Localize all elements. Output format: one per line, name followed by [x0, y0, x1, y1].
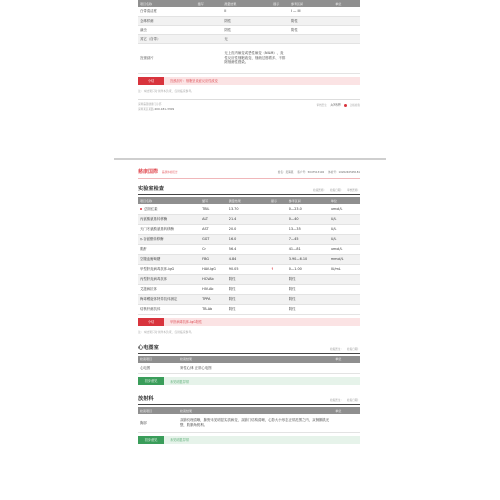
summary-text: 未见明显异常 — [170, 379, 190, 384]
row-unit — [329, 304, 360, 314]
lab-table-body — [138, 204, 360, 314]
disclaimer-note: 注：本结果只对该样本负责，仅供临床参考。 — [138, 88, 194, 93]
section-heading: 心电图室 — [138, 344, 159, 351]
col-header-unit: 单位 — [329, 197, 360, 204]
row-name: 心电图 — [138, 363, 178, 374]
row-unit: U/L — [329, 234, 360, 244]
row-range: 0—40 — [287, 214, 329, 224]
row-abbr — [196, 7, 223, 16]
row-flag — [269, 294, 287, 304]
row-name: 甲型肝炎病毒抗体-IgG — [138, 264, 200, 274]
row-range: 阴性 — [289, 25, 333, 34]
patient-name: 姓名：吴海燕 — [277, 170, 294, 174]
col-header-flag: 提示 — [271, 0, 289, 7]
summary-tag: 初步意见 — [138, 377, 164, 385]
row-value: 双肺纹理清晰，肺野未见明显实质病变，双肺门结构清晰，心影大小形态正常范围之内，双侧膈肌光整，肋膈角锐利。 — [178, 414, 333, 432]
row-abbr: Cr — [200, 244, 227, 254]
row-name: 梅毒螺旋体特异抗体测定 — [138, 294, 200, 304]
row-value: 20.0 — [227, 224, 269, 234]
row-abbr — [196, 25, 223, 34]
table-header-row — [138, 0, 360, 7]
col-header-flag: 提示 — [269, 197, 287, 204]
rad-summary-bar — [138, 436, 360, 444]
meta-date: 检查日期： — [347, 347, 360, 351]
row-flag — [269, 304, 287, 314]
table-row — [138, 304, 360, 314]
meta-doctor: 检查医生： — [330, 399, 344, 402]
row-value: 阴性 — [227, 294, 269, 304]
table-row — [138, 254, 360, 264]
row-flag — [271, 16, 289, 25]
row-range: 0—23.0 — [287, 204, 329, 214]
row-abbr: FBG — [200, 254, 227, 264]
col-header-result: 检查结果 — [178, 356, 333, 363]
rad-table — [138, 407, 360, 433]
table-row — [138, 204, 360, 214]
row-value: 56.4 — [227, 244, 269, 254]
lab-table — [138, 197, 360, 315]
exam-id: 体检号：1020240505181 — [328, 170, 360, 174]
row-unit — [333, 25, 360, 34]
table-row — [138, 25, 360, 34]
row-unit — [329, 284, 360, 294]
row-name — [138, 204, 200, 214]
row-unit: U/L — [329, 224, 360, 234]
row-value: 16.0 — [227, 234, 269, 244]
row-value: 13.70 — [227, 204, 269, 214]
row-value: 90.05 — [227, 264, 269, 274]
row-flag — [269, 274, 287, 284]
table-header-row — [138, 407, 360, 414]
row-unit — [333, 34, 360, 43]
row-unit: IU/mL — [329, 264, 360, 274]
row-abbr: ALT — [200, 214, 227, 224]
summary-text: 未见明显异常 — [170, 438, 190, 442]
report-subtitle: 慈康体检报告 — [162, 170, 178, 174]
row-range: 阴性 — [287, 284, 329, 294]
stamp-icon — [344, 104, 347, 107]
col-header-unit: 单位 — [333, 407, 360, 414]
report-page-1 — [138, 0, 360, 112]
col-header-name: 项目名称 — [138, 197, 200, 204]
summary-tag: 小结 — [138, 318, 164, 326]
row-unit — [329, 274, 360, 284]
footer-phone: 400-181-3309 — [154, 106, 175, 111]
gyn-table — [138, 0, 360, 74]
summary-tag: 小结 — [138, 77, 164, 85]
table-row — [138, 34, 360, 43]
lab-summary-bar — [138, 318, 360, 326]
row-abbr — [196, 34, 223, 43]
row-name: 白带清洁度 — [138, 7, 196, 16]
table-row — [138, 224, 360, 234]
brand-logo: 慈康国際 — [138, 169, 159, 175]
row-value: 阴性 — [222, 16, 271, 25]
col-header-range: 参考区间 — [287, 197, 329, 204]
row-flag — [269, 224, 287, 234]
row-name: 丙型肝炎病毒抗体 — [138, 274, 200, 284]
row-flag — [269, 214, 287, 224]
row-abbr: TB-Ab — [200, 304, 227, 314]
section-heading: 放射科 — [138, 396, 154, 402]
row-abbr: GGT — [200, 234, 227, 244]
row-name: 胸部 — [138, 414, 178, 432]
row-value: 窦性心律 正常心电图 — [178, 363, 333, 374]
col-header-item: 检查项目 — [138, 407, 178, 414]
meta-date: 检查日期： — [347, 399, 360, 402]
row-flag: ↑ — [269, 264, 287, 274]
row-name: 其它（自带） — [138, 34, 196, 43]
table-row — [138, 43, 360, 73]
disclaimer-note: 注：本结果只对该样本负责，仅供临床参考。 — [138, 329, 194, 334]
row-value: 无 — [222, 34, 271, 43]
table-row — [138, 244, 360, 254]
row-name-text: 总胆红素 — [144, 206, 158, 211]
footer-company: 深圳慈善健康门诊部 — [138, 102, 162, 106]
row-range: 41—81 — [287, 244, 329, 254]
row-flag — [271, 7, 289, 16]
row-value: II — [222, 7, 271, 16]
row-range: 阴性 — [289, 16, 333, 25]
row-range: 阴性 — [287, 274, 329, 284]
row-name: 丙氨酸氨基转移酶 — [138, 214, 200, 224]
col-header-unit: 单位 — [333, 0, 360, 7]
table-row — [138, 234, 360, 244]
col-header-result: 检查结果 — [178, 407, 333, 414]
row-value: 4.84 — [227, 254, 269, 264]
row-flag — [269, 284, 287, 294]
row-unit: umol/L — [329, 204, 360, 214]
row-value: 21.4 — [227, 214, 269, 224]
table-row — [138, 7, 360, 16]
summary-text: 甲肝病毒抗体-IgG阳性 — [170, 320, 203, 324]
ecg-section-title — [138, 344, 360, 354]
col-header-abbr: 缩写 — [196, 0, 223, 7]
row-range: 阴性 — [287, 304, 329, 314]
row-range: 3.90—6.10 — [287, 254, 329, 264]
row-range: 7—45 — [287, 234, 329, 244]
row-abbr: TPPA — [200, 294, 227, 304]
summary-tag: 初步意见 — [138, 436, 164, 444]
table-header-row — [138, 356, 360, 363]
lab-section-title — [138, 185, 360, 195]
row-abbr: TBIL — [200, 204, 227, 214]
row-flag — [271, 34, 289, 43]
row-unit — [333, 363, 360, 374]
table-row — [138, 363, 360, 374]
table-row — [138, 214, 360, 224]
row-unit: mmol/L — [329, 254, 360, 264]
table-row — [138, 264, 360, 274]
row-value: 阴性 — [222, 25, 271, 34]
row-unit: umol/L — [329, 244, 360, 254]
row-range: 0—1.00 — [287, 264, 329, 274]
col-header-abbr: 缩写 — [200, 197, 227, 204]
row-name: 肌酐 — [138, 244, 200, 254]
row-abbr: HCVAb — [200, 274, 227, 284]
row-name: 结核杆菌抗体 — [138, 304, 200, 314]
row-value: 无上皮内病变或恶性病变（NILM）、炎性反应性细胞改变、细菌过度增多、不排除细菌性感染。 — [222, 43, 289, 73]
row-unit — [333, 16, 360, 25]
table-header-row — [138, 197, 360, 204]
page-footer — [138, 99, 360, 112]
row-name: 滴虫 — [138, 25, 196, 34]
row-unit — [329, 294, 360, 304]
row-name: 宫颈刮片 — [138, 43, 196, 73]
row-range — [289, 34, 333, 43]
col-header-item: 检查项目 — [138, 356, 178, 363]
table-row — [138, 294, 360, 304]
row-abbr: HAV-IgG — [200, 264, 227, 274]
report-header — [138, 168, 360, 179]
row-abbr: AST — [200, 224, 227, 234]
stamp-label: 合格检验 — [349, 104, 360, 107]
row-value: 阴性 — [227, 274, 269, 284]
patient-info — [278, 170, 360, 174]
row-name: γ-谷氨酰转移酶 — [138, 234, 200, 244]
row-name: 艾滋病抗体 — [138, 284, 200, 294]
col-header-unit: 单位 — [333, 356, 360, 363]
row-flag — [269, 204, 287, 214]
row-unit — [333, 414, 360, 432]
summary-bar — [138, 77, 360, 85]
footer-address: 深圳某区某路 — [138, 107, 154, 111]
meta-doctor: 检查医师： — [313, 189, 327, 192]
row-flag — [269, 234, 287, 244]
rad-section-title — [138, 395, 360, 405]
col-header-value: 测量结果 — [227, 197, 269, 204]
summary-text: 宫颈刮片：细胞呈炎症反应性改变 — [170, 79, 218, 83]
section-heading: 实验室检查 — [138, 186, 164, 192]
row-name: 念珠样菌 — [138, 16, 196, 25]
page-divider — [114, 158, 386, 160]
row-range: I — III — [289, 7, 333, 16]
marker-dot-icon — [140, 208, 142, 210]
row-abbr: HIV-Ab — [200, 284, 227, 294]
col-header-name: 项目名称 — [138, 0, 196, 7]
meta-date: 检查日期： — [330, 189, 344, 192]
table-row — [138, 414, 360, 432]
table-row — [138, 284, 360, 294]
report-page-2 — [138, 168, 360, 444]
table-row — [138, 16, 360, 25]
row-flag — [269, 254, 287, 264]
row-abbr — [196, 16, 223, 25]
meta-reviewer: 审核医师： — [347, 189, 360, 192]
doctor-signature: 吴晓彬 — [329, 102, 341, 107]
row-name: 空腹血葡萄糖 — [138, 254, 200, 264]
row-value: 阴性 — [227, 284, 269, 294]
row-range: 13—35 — [287, 224, 329, 234]
row-unit: U/L — [329, 214, 360, 224]
sign-label: 审核医生 — [316, 104, 327, 107]
customer-id: 客户号：5047513192 — [297, 170, 325, 174]
row-unit — [333, 7, 360, 16]
col-header-value: 测量结果 — [222, 0, 271, 7]
row-flag — [271, 25, 289, 34]
row-range: 阴性 — [287, 294, 329, 304]
ecg-summary-bar — [138, 377, 360, 385]
row-flag — [269, 244, 287, 254]
ecg-table — [138, 356, 360, 375]
col-header-range: 参考区间 — [289, 0, 333, 7]
table-row — [138, 274, 360, 284]
meta-doctor: 检查医生： — [330, 347, 344, 351]
row-value: 阴性 — [227, 304, 269, 314]
row-name: 天门冬氨酸氨基转移酶 — [138, 224, 200, 234]
